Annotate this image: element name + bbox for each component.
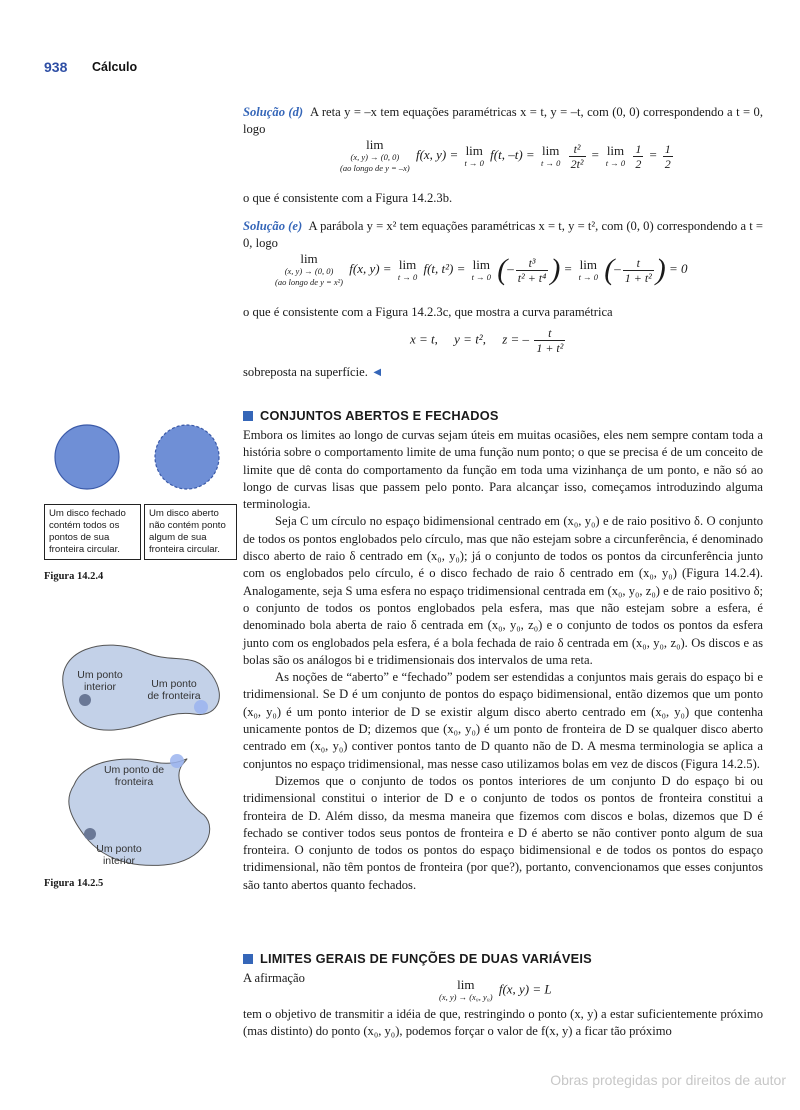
interior-point-top: [79, 694, 91, 706]
interior-point-bottom: [84, 828, 96, 840]
solution-d-label: Solução (d): [243, 105, 304, 119]
solution-e-text: A parábola y = x² tem equações paramétricas x = t, y = t², com (0, 0) correspondendo a t = 0, logo: [243, 219, 763, 251]
boundary-point-top: [194, 700, 208, 714]
section-open-closed-body: [243, 427, 763, 894]
paragraph: Seja C um círculo no espaço bidimensional centrado em (x₀, y₀) e de raio positivo δ. O conjunto de todos os pontos englobados pelo círculo, mas que não estejam sobre a circunferência, é denominado disco aberto de raio δ centrado em (x₀, y₀); já o conjunto de todos os pontos da circunferência junto com os englobados pelo círculo, é o disco fechado de raio δ centrado em (x₀, y₀) (Figura 14.2.4). Analogamente, seja S uma esfera no espaço tridimensional centrada em (x₀, y₀, z₀) e de raio positivo δ; o conjunto de todos os pontos englobados pela esfera, mas que não estejam sobre a esfera, é denominado bola aberta de raio δ centrada em (x₀, y₀, z₀) e o conjunto de todos os pontos da esfera junto com os englobados pela esfera, é a bola fechada de raio δ centrada em (x₀, y₀, z₀). Os discos e as bolas são os análogos bi e tridimensionais dos intervalos de uma reta.: [243, 514, 763, 667]
solution-e-intro: [243, 218, 763, 253]
figure-14-2-4-label: Figura 14.2.4: [44, 571, 104, 582]
page-number: 938: [44, 59, 68, 75]
label-interior-bottom-1: Um ponto: [96, 843, 142, 855]
equation-d: lim (x, y) → (0, 0) (ao longo de y = –x) f(x, y) = lim t → 0 f(t, –t) = lim t → 0 $\frac{\text{t²}}{\text{2t²}}$ = lim t → 0 $\frac{1}{2}$ = $\frac{1}{2}$: [340, 137, 671, 173]
paragraph: As noções de “aberto” e “fechado” podem ser estendidas a conjuntos mais gerais do espaço bi e tridimensional. Se D é um conjunto de pontos do espaço bidimensional, então dizemos que um ponto (x₀, y₀) é um ponto interior de D se existir algum disco aberto centrado em (x₀, y₀) que contenha unicamente pontos de D; dizemos que (x₀, y₀) é um ponto de fronteira de D se qualquer disco aberto centrado em (x₀, y₀) contiver pontos tanto de D quanto não de D. A mesma terminologia se aplica a conjuntos no espaço tridimensional, mas nesse caso utilizamos bolas em vez de discos (Figura 14.2.5).: [243, 670, 763, 771]
section-square-icon: [243, 954, 253, 964]
open-disc-caption: Um disco aberto não contém ponto algum de sua fronteira circular.: [144, 504, 237, 560]
paragraph: Dizemos que o conjunto de todos os pontos interiores de um conjunto D do espaço bi ou tridimensional constitui o interior de D e o conjunto de todos os pontos de fronteira constitui a fronteira de D. Além disso, da mesma maneira que fizemos com discos e bolas, dizemos que D é fechado se contiver todos seus pontos de fronteira e D é aberto se não contiver ponto algum de sua fronteira. O conjunto de todos os pontos do espaço bidimensional e de todos os pontos do espaço tridimensional, não têm pontos de fronteira (por que?), portanto, convencionamos que esses conjuntos são tanto abertos quanto fechados.: [243, 773, 763, 892]
closed-disc: [55, 425, 119, 489]
section-heading-open-closed: CONJUNTOS ABERTOS E FECHADOS: [243, 408, 499, 423]
solution-d-text: A reta y = –x tem equações paramétricas x = t, y = –t, com (0, 0) correspondendo a t = 0, logo: [243, 105, 763, 137]
book-title: Cálculo: [92, 60, 138, 74]
solution-e-conclusion: o que é consistente com a Figura 14.2.3c, que mostra a curva paramétrica: [243, 305, 613, 319]
limit-operator: lim (x, y) → (0, 0) (ao longo de y = –x): [340, 137, 410, 173]
figure-14-2-5-label: Figura 14.2.5: [44, 878, 104, 889]
label-interior-top-1: Um ponto: [77, 669, 123, 681]
paragraph: Embora os limites ao longo de curvas sejam úteis em muitas ocasiões, eles nem sempre contam toda a história sobre o comportamento limite de uma função num ponto; o que se precisa é de um conceito de limite que dê conta do comportamento da função em toda uma vizinhança de um ponto, e não só ao longo de curvas lisas que passem pelo ponto. Para alcançar isso, começamos introduzindo alguma terminologia.: [243, 428, 763, 512]
label-interior-top-2: interior: [83, 681, 117, 693]
label-boundary-bottom-2: fronteira: [114, 776, 154, 788]
general-limit-equation: lim (x, y) → (x₀, y₀) f(x, y) = L: [439, 977, 552, 1002]
solution-d-intro: [243, 104, 763, 139]
equation-e: lim (x, y) → (0, 0) (ao longo de y = x²) f(x, y) = lim t → 0 f(t, t²) = lim t → 0 (– $\frac{\text{t³}}{\text{t² + t⁴}}$ ) = lim t → 0 (– $\frac{t}{\text{1 + t²}}$ ) = 0: [275, 251, 688, 287]
solution-d-conclusion: o que é consistente com a Figura 14.2.3b.: [243, 191, 453, 205]
figure-14-2-5-sets: [44, 630, 234, 880]
closed-disc-caption: Um disco fechado contém todos os pontos de sua fronteira circular.: [44, 504, 141, 560]
label-interior-bottom-2: interior: [102, 855, 136, 867]
section-heading-general-limits: LIMITES GERAIS DE FUNÇÕES DE DUAS VARIÁVEIS: [243, 951, 592, 966]
label-boundary-bottom-1: Um ponto de: [103, 764, 165, 776]
label-boundary-top-1: Um ponto: [151, 678, 197, 690]
solution-e-label: Solução (e): [243, 219, 303, 233]
open-disc: [155, 425, 219, 489]
general-limits-body: tem o objetivo de transmitir a idéia de que, restringindo o ponto (x, y) a estar suficientemente próximo (mas distinto) do ponto (x₀, y₀), podemos forçar o valor de f(x, y) a ficar tão próximo: [243, 1007, 763, 1039]
section-square-icon: [243, 411, 253, 421]
watermark: Obras protegidas por direitos de autor: [550, 1072, 786, 1088]
solution-e-end: sobreposta na superfície. ◄: [243, 365, 384, 379]
parametric-curve: x = t, y = t², z = – $\frac{t}{\text{1 + t²}}$: [410, 326, 564, 355]
label-boundary-top-2: de fronteira: [147, 690, 201, 702]
boundary-point-bottom: [170, 754, 184, 768]
general-limits-intro: A afirmação: [243, 971, 305, 985]
end-of-solution-icon: ◄: [371, 365, 384, 379]
figure-14-2-4-discs: [44, 420, 234, 510]
